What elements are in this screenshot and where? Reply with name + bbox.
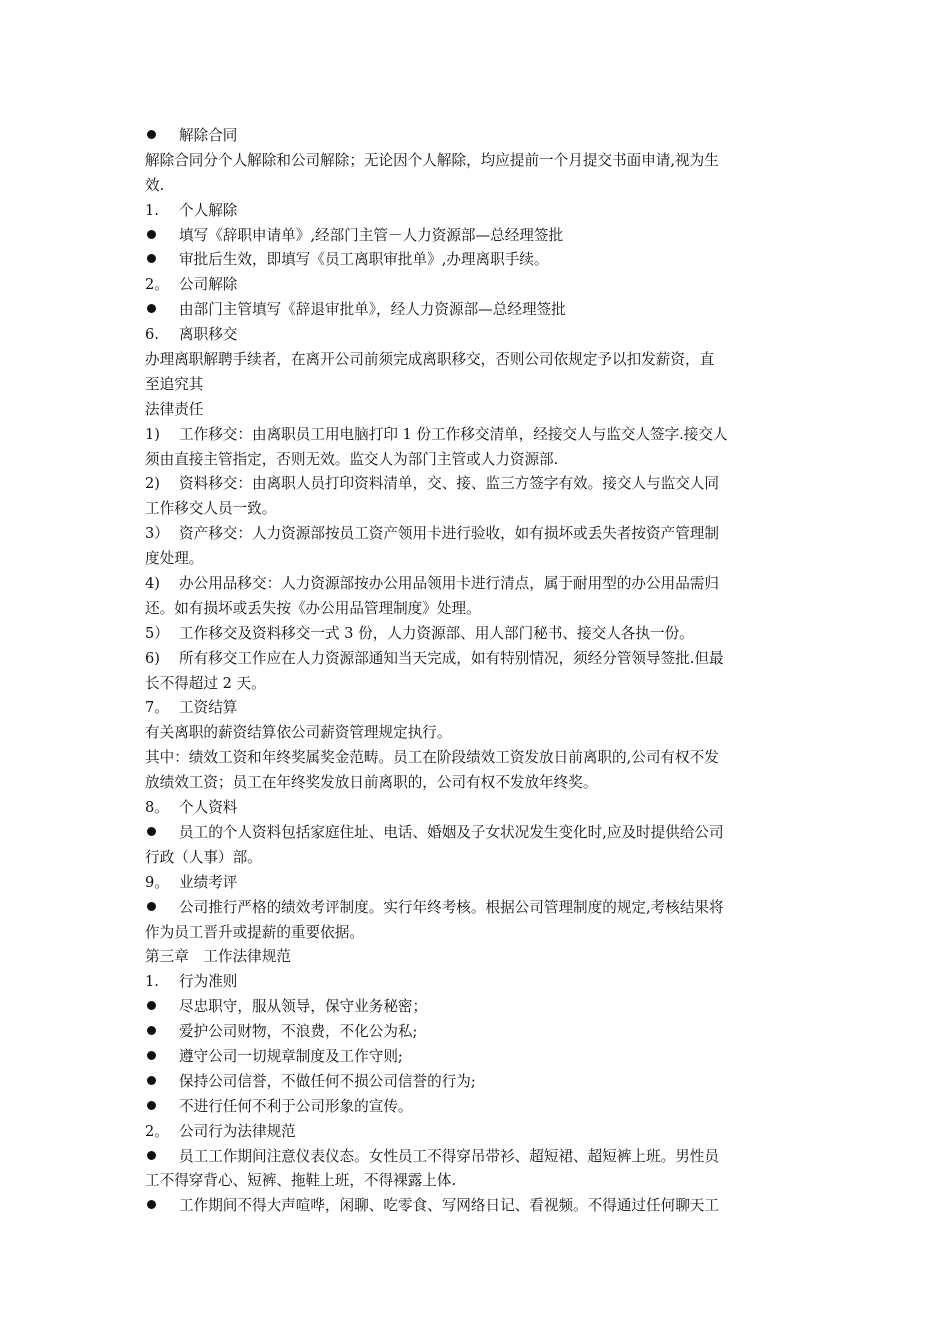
item-number: 8。 <box>145 799 169 817</box>
text-line: 第三章 工作法律规范 <box>145 948 291 966</box>
bullet-text: 由部门主管填写《辞退审批单》，经人力资源部—总经理签批 <box>179 301 566 319</box>
text-line: 其中：绩效工资和年终奖属奖金范畴。员工在阶段绩效工资发放日前离职的,公司有权不发 <box>145 749 719 767</box>
bullet-item <box>145 1045 808 1070</box>
item-number: 2) <box>145 475 160 493</box>
bullet-item <box>145 821 808 846</box>
bullet-dot-icon <box>147 1200 156 1209</box>
numbered-item <box>145 796 808 821</box>
item-number: 4) <box>145 575 160 593</box>
text-line: 解除合同分个人解除和公司解除；无论因个人解除，均应提前一个月提交书面申请,视为生 <box>145 151 719 169</box>
bullet-dot-icon <box>147 1051 156 1060</box>
bullet-item <box>145 124 808 149</box>
numbered-item <box>145 871 808 896</box>
item-text: 资产移交：人力资源部按员工资产领用卡进行验收，如有损坏或丢失者按资产管理制 <box>179 525 719 543</box>
bullet-marker <box>145 1145 179 1170</box>
bullet-text: 解除合同 <box>179 127 238 144</box>
bullet-dot-icon <box>147 1101 156 1110</box>
bullet-marker <box>145 995 179 1020</box>
numbered-item <box>145 273 808 298</box>
item-text: 行为准则 <box>179 973 238 991</box>
bullet-marker <box>145 224 179 249</box>
bullet-marker <box>145 248 179 273</box>
item-text: 工作移交及资料移交一式 3 份，人力资源部、用人部门秘书、接交人各执一份。 <box>179 624 694 642</box>
bullet-text: 爱护公司财物，不浪费，不化公为私; <box>179 1023 418 1041</box>
item-text: 个人资料 <box>179 799 238 817</box>
bullet-dot-icon <box>147 902 156 911</box>
item-number: 2。 <box>145 276 169 294</box>
text-line: 至追究其 <box>145 375 204 393</box>
item-number: 1. <box>145 201 159 219</box>
bullet-item <box>145 1020 808 1045</box>
item-text: 办公用品移交：人力资源部按办公用品领用卡进行清点，属于耐用型的办公用品需归 <box>179 575 719 593</box>
bullet-text: 工作期间不得大声喧哗，闲聊、吃零食、写网络日记、看视频。不得通过任何聊天工 <box>179 1197 719 1215</box>
text-line: 效. <box>145 176 165 194</box>
item-text: 业绩考评 <box>179 873 238 891</box>
bullet-text: 员工的个人资料包括家庭住址、电话、婚姻及子女状况发生变化时,应及时提供给公司 <box>179 823 724 841</box>
text-line: 作为员工晋升或提薪的重要依据。 <box>145 923 364 941</box>
item-text: 公司解除 <box>179 276 238 294</box>
bullet-dot-icon <box>147 230 156 239</box>
bullet-text: 尽忠职守，服从领导，保守业务秘密； <box>179 998 428 1016</box>
bullet-text: 公司推行严格的绩效考评制度。实行年终考核。根据公司管理制度的规定,考核结果将 <box>179 898 724 916</box>
item-number: 2。 <box>145 1122 169 1140</box>
bullet-marker <box>145 1095 179 1120</box>
item-text: 所有移交工作应在人力资源部通知当天完成，如有特别情况，须经分管领导签批.但最 <box>179 649 724 667</box>
item-number: 7。 <box>145 699 169 717</box>
item-text: 离职移交 <box>179 326 238 344</box>
item-number: 1) <box>145 425 160 443</box>
bullet-dot-icon <box>147 254 156 263</box>
bullet-marker <box>145 821 179 846</box>
text-line: 放绩效工资；员工在年终奖发放日前离职的，公司有权不发放年终奖。 <box>145 774 598 792</box>
bullet-item <box>145 1194 808 1219</box>
bullet-text: 遵守公司一切规章制度及工作守则; <box>179 1047 403 1065</box>
bullet-item <box>145 1145 808 1170</box>
text-line: 还。如有损坏或丢失按《办公用品管理制度》处理。 <box>145 599 481 617</box>
bullet-item <box>145 298 808 323</box>
bullet-text: 填写《辞职申请单》,经部门主管－人力资源部—总经理签批 <box>179 226 564 244</box>
text-line: 办理离职解聘手续者，在离开公司前须完成离职移交，否则公司依规定予以扣发薪资，直 <box>145 351 715 369</box>
item-number: 5） <box>145 624 169 642</box>
text-line: 法律责任 <box>145 400 204 418</box>
numbered-item <box>145 522 808 547</box>
bullet-dot-icon <box>147 1026 156 1035</box>
item-text: 个人解除 <box>179 201 238 219</box>
bullet-item <box>145 896 808 921</box>
bullet-text: 不进行任何不利于公司形象的宣传。 <box>179 1097 413 1115</box>
text-line: 有关离职的薪资结算依公司薪资管理规定执行。 <box>145 724 452 742</box>
numbered-item <box>145 970 808 995</box>
text-line: 长不得超过 2 天。 <box>145 674 266 692</box>
numbered-item <box>145 1120 808 1145</box>
bullet-dot-icon <box>147 304 156 313</box>
document-page <box>145 124 808 1219</box>
bullet-marker <box>145 298 179 323</box>
bullet-dot-icon <box>147 827 156 836</box>
bullet-item <box>145 248 808 273</box>
bullet-item <box>145 1070 808 1095</box>
item-number: 3） <box>145 525 169 543</box>
item-text: 工资结算 <box>179 699 238 717</box>
bullet-marker <box>145 1194 179 1219</box>
bullet-dot-icon <box>147 1076 156 1085</box>
text-line: 工作移交人员一致。 <box>145 500 277 518</box>
bullet-dot-icon <box>147 1151 156 1160</box>
bullet-item <box>145 995 808 1020</box>
item-number: 6. <box>145 326 159 344</box>
item-text: 工作移交：由离职员工用电脑打印 1 份工作移交清单，经接交人与监交人签字.接交人 <box>179 425 728 443</box>
item-number: 9。 <box>145 873 169 891</box>
bullet-text: 审批后生效，即填写《员工离职审批单》,办理离职手续。 <box>179 251 549 269</box>
numbered-item <box>145 199 808 224</box>
bullet-marker <box>145 1020 179 1045</box>
numbered-item <box>145 622 808 647</box>
item-number: 6) <box>145 649 160 667</box>
item-number: 1. <box>145 973 159 991</box>
numbered-item <box>145 323 808 348</box>
bullet-text: 保持公司信誉，不做任何不损公司信誉的行为; <box>179 1072 476 1090</box>
numbered-item <box>145 647 808 672</box>
bullet-marker <box>145 124 179 149</box>
item-text: 公司行为法律规范 <box>179 1122 296 1140</box>
text-line: 须由直接主管指定，否则无效。监交人为部门主管或人力资源部. <box>145 450 559 468</box>
numbered-item <box>145 472 808 497</box>
text-line: 行政（人事）部。 <box>145 848 262 866</box>
bullet-marker <box>145 896 179 921</box>
bullet-text: 员工工作期间注意仪表仪态。女性员工不得穿吊带衫、超短裙、超短裤上班。男性员 <box>179 1147 719 1165</box>
bullet-dot-icon <box>147 130 156 139</box>
text-line: 度处理。 <box>145 550 204 568</box>
item-text: 资料移交：由离职人员打印资料清单，交、接、监三方签字有效。接交人与监交人同 <box>179 475 719 493</box>
bullet-marker <box>145 1070 179 1095</box>
numbered-item <box>145 423 808 448</box>
bullet-marker <box>145 1045 179 1070</box>
text-line: 工不得穿背心、短裤、拖鞋上班，不得裸露上体. <box>145 1172 457 1190</box>
bullet-item <box>145 224 808 249</box>
bullet-item <box>145 1095 808 1120</box>
bullet-dot-icon <box>147 1001 156 1010</box>
numbered-item <box>145 572 808 597</box>
numbered-item <box>145 696 808 721</box>
